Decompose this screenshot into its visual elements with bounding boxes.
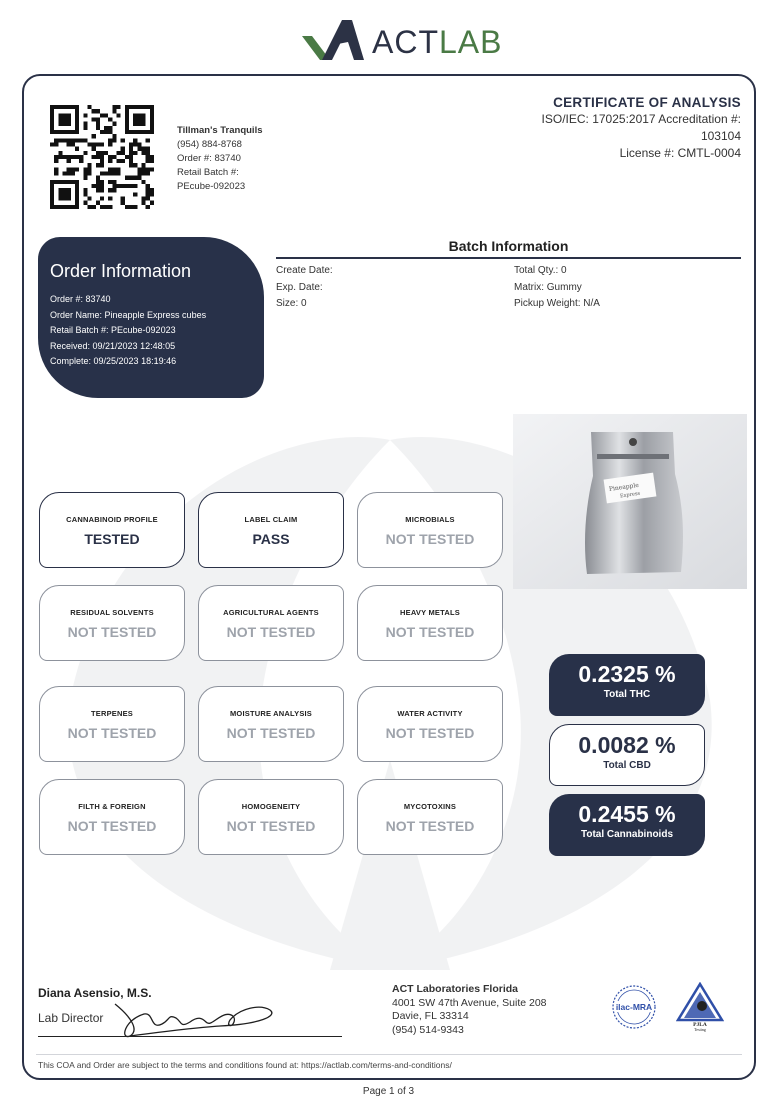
order-complete: Complete: 09/25/2023 18:19:46 xyxy=(50,356,177,366)
accreditation-line: ISO/IEC: 17025:2017 Accreditation #: xyxy=(541,112,741,126)
lab-address-line2: Davie, FL 33314 xyxy=(392,1010,469,1022)
test-label: MYCOTOXINS xyxy=(403,802,457,811)
client-name: Tillman's Tranquils xyxy=(177,125,263,136)
test-tile xyxy=(39,686,185,762)
qr-code[interactable] xyxy=(50,105,154,209)
total-label: Total CBD xyxy=(603,760,651,771)
test-tile xyxy=(39,585,185,661)
test-label: CANNABINOID PROFILE xyxy=(66,515,158,524)
test-tile xyxy=(198,585,344,661)
client-order-number: Order #: 83740 xyxy=(177,153,241,164)
ilac-mra-badge-icon xyxy=(610,984,658,1030)
total-value: 0.0082 % xyxy=(578,732,676,758)
actlab-logo xyxy=(300,14,503,64)
total-label: Total Cannabinoids xyxy=(580,829,674,840)
order-information-heading: Order Information xyxy=(50,261,192,281)
test-tile xyxy=(198,779,344,855)
actlab-logo-text: ACTLAB xyxy=(372,24,503,60)
order-retail-batch: Retail Batch #: PEcube-092023 xyxy=(50,325,176,335)
client-phone: (954) 884-8768 xyxy=(177,139,242,150)
product-bag-image xyxy=(513,414,747,589)
test-status: NOT TESTED xyxy=(226,624,316,640)
batch-right-column xyxy=(514,263,600,313)
svg-text:Express: Express xyxy=(619,490,641,500)
test-tile xyxy=(198,492,344,568)
test-label: HEAVY METALS xyxy=(400,608,460,617)
product-photo xyxy=(513,414,747,589)
certificate-header xyxy=(461,94,741,162)
accreditation-number: 103104 xyxy=(700,129,741,143)
lab-phone: (954) 514-9343 xyxy=(392,1023,464,1036)
batch-left-column xyxy=(276,263,333,313)
order-number: Order #: 83740 xyxy=(50,294,111,304)
test-label: RESIDUAL SOLVENTS xyxy=(70,608,154,617)
total-value: 0.2455 % xyxy=(578,801,676,827)
batch-create-date: Create Date: xyxy=(276,265,333,276)
test-label: WATER ACTIVITY xyxy=(397,709,463,718)
test-status: NOT TESTED xyxy=(385,818,475,834)
batch-matrix: Matrix: Gummy xyxy=(514,281,582,293)
test-label: HOMOGENEITY xyxy=(241,802,301,811)
test-status: NOT TESTED xyxy=(385,531,475,547)
terms-notice: This COA and Order are subject to the terms and conditions found at: https://actlab.com/terms-and-conditions/ xyxy=(38,1060,452,1070)
total-value: 0.2325 % xyxy=(578,661,676,687)
test-status: NOT TESTED xyxy=(226,725,316,741)
test-label: TERPENES xyxy=(90,709,134,718)
license-number: License #: CMTL-0004 xyxy=(619,146,741,160)
test-label: MICROBIALS xyxy=(405,515,455,524)
batch-size: Size: 0 xyxy=(276,298,307,309)
test-label: LABEL CLAIM xyxy=(244,515,298,524)
test-label: AGRICULTURAL AGENTS xyxy=(223,608,319,617)
test-tile xyxy=(357,779,503,855)
lab-address xyxy=(392,983,547,1037)
actlab-logo-mark-icon xyxy=(300,14,370,64)
test-status: NOT TESTED xyxy=(67,818,157,834)
order-information-panel xyxy=(38,237,264,398)
total-card xyxy=(549,794,705,856)
signatory-title: Lab Director xyxy=(38,1011,104,1025)
client-retail-batch-value: PEcube-092023 xyxy=(177,181,246,192)
batch-divider xyxy=(276,257,741,259)
lab-name: ACT Laboratories Florida xyxy=(392,983,519,995)
test-tile xyxy=(39,779,185,855)
svg-text:ilac-MRA: ilac-MRA xyxy=(615,1002,653,1012)
pjla-badge-icon xyxy=(676,982,724,1032)
batch-total-qty: Total Qty.: 0 xyxy=(514,265,567,276)
test-label: MOISTURE ANALYSIS xyxy=(229,709,313,718)
test-tile xyxy=(357,585,503,661)
test-status: NOT TESTED xyxy=(226,818,316,834)
test-status: PASS xyxy=(252,531,290,547)
svg-text:Testing: Testing xyxy=(694,1027,706,1032)
test-status: NOT TESTED xyxy=(67,725,157,741)
footer-divider xyxy=(36,1054,742,1055)
signature-line xyxy=(38,1036,342,1037)
order-name: Order Name: Pineapple Express cubes xyxy=(50,309,207,320)
test-status: NOT TESTED xyxy=(385,725,475,741)
total-label: Total THC xyxy=(603,689,651,700)
order-received: Received: 09/21/2023 12:48:05 xyxy=(50,340,176,351)
batch-exp-date: Exp. Date: xyxy=(276,281,323,293)
certificate-title: CERTIFICATE OF ANALYSIS xyxy=(553,95,741,110)
page-number: Page 1 of 3 xyxy=(362,1086,415,1097)
total-card xyxy=(549,724,705,786)
client-info xyxy=(177,124,263,194)
test-tile xyxy=(39,492,185,568)
test-label: FILTH & FOREIGN xyxy=(78,802,146,811)
svg-text:PJLA: PJLA xyxy=(693,1022,707,1028)
client-retail-batch-label: Retail Batch #: xyxy=(177,167,239,178)
total-card xyxy=(549,654,705,716)
signatory-name: Diana Asensio, M.S. xyxy=(38,986,152,1000)
test-status: NOT TESTED xyxy=(385,624,475,640)
test-status: NOT TESTED xyxy=(67,624,157,640)
batch-pickup-weight: Pickup Weight: N/A xyxy=(514,298,600,309)
test-tile xyxy=(357,492,503,568)
test-status: TESTED xyxy=(84,531,140,547)
test-tile xyxy=(357,686,503,762)
lab-address-line1: 4001 SW 47th Avenue, Suite 208 xyxy=(392,996,547,1009)
batch-information-heading: Batch Information xyxy=(448,238,569,254)
svg-text:Pineapple: Pineapple xyxy=(608,481,640,493)
test-tile xyxy=(198,686,344,762)
